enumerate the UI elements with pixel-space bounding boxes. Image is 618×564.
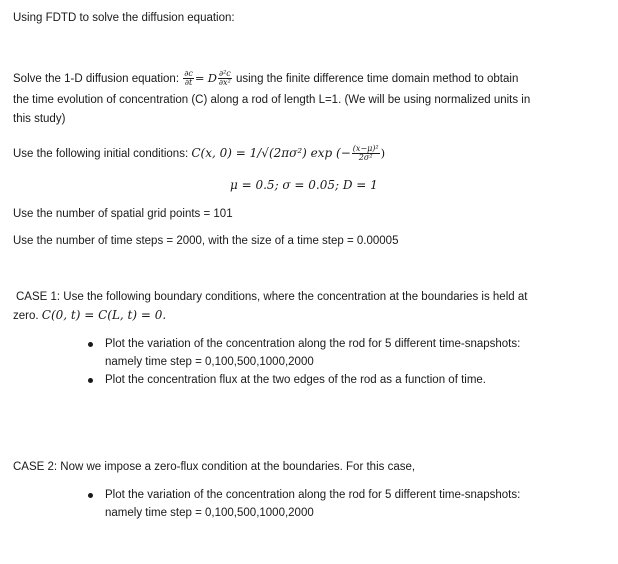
case2-bullet-1-line-2: namely time step = 0,100,500,1000,2000 <box>105 507 314 519</box>
case1-boundary-math: C(0, t) = C(L, t) = 0. <box>41 308 167 322</box>
case1-bullet-1-line-2: namely time step = 0,100,500,1000,2000 <box>105 356 314 368</box>
eq-D: D <box>207 71 217 85</box>
case1-zero-text: zero. <box>13 310 39 322</box>
initial-formula: C(x, 0) = 1/√(2πσ²) exp (− <box>191 146 351 160</box>
problem-intro-after: using the finite difference time domain method to obtain <box>235 73 519 85</box>
eq-rhs-fraction <box>218 70 232 87</box>
initial-params: μ = 0.5; σ = 0.05; D = 1 <box>230 178 378 192</box>
case1-bullet-1-line-1: Plot the variation of the concentration along the rod for 5 different time-snapshots: <box>105 338 521 350</box>
initial-exp-fraction <box>352 145 380 162</box>
case1-bullet-2-marker <box>88 378 93 383</box>
problem-intro: Solve the 1-D diffusion equation: <box>13 73 180 85</box>
eq-equals: = <box>194 71 205 85</box>
initial-exp-den: 2σ² <box>358 153 373 163</box>
eq-rhs-num: ∂²c <box>218 69 231 79</box>
case2-bullet-1-line-1: Plot the variation of the concentration along the rod for 5 different time-snapshots: <box>105 489 521 501</box>
initial-exp-num: (x−μ)² <box>352 144 379 154</box>
problem-line-1 <box>13 70 518 87</box>
case2-line-1: CASE 2: Now we impose a zero-flux condition at the boundaries. For this case, <box>13 461 416 473</box>
time-steps-line: Use the number of time steps = 2000, with the size of a time step = 0.00005 <box>13 235 399 247</box>
case1-line-2 <box>13 307 166 324</box>
initial-label: Use the following initial conditions: <box>13 148 189 160</box>
problem-line-3: this study) <box>13 113 66 125</box>
heading: Using FDTD to solve the diffusion equation: <box>13 12 235 24</box>
grid-points-line: Use the number of spatial grid points = 101 <box>13 208 233 220</box>
case1-bullet-2: Plot the concentration flux at the two edges of the rod as a function of time. <box>105 374 487 386</box>
eq-lhs-fraction <box>183 70 194 87</box>
case1-line-1: CASE 1: Use the following boundary conditions, where the concentration at the boundaries is held at <box>16 291 528 303</box>
eq-lhs-num: ∂c <box>184 69 193 79</box>
problem-line-2: the time evolution of concentration (C) along a rod of length L=1. (We will be using normalized units in <box>13 94 531 106</box>
eq-lhs-den: ∂t <box>184 78 193 88</box>
initial-conditions-line <box>13 145 385 162</box>
eq-rhs-den: ∂x² <box>218 78 231 88</box>
initial-close: ) <box>380 146 386 160</box>
case2-bullet-1-marker <box>88 493 93 498</box>
case1-bullet-1-marker <box>88 342 93 347</box>
